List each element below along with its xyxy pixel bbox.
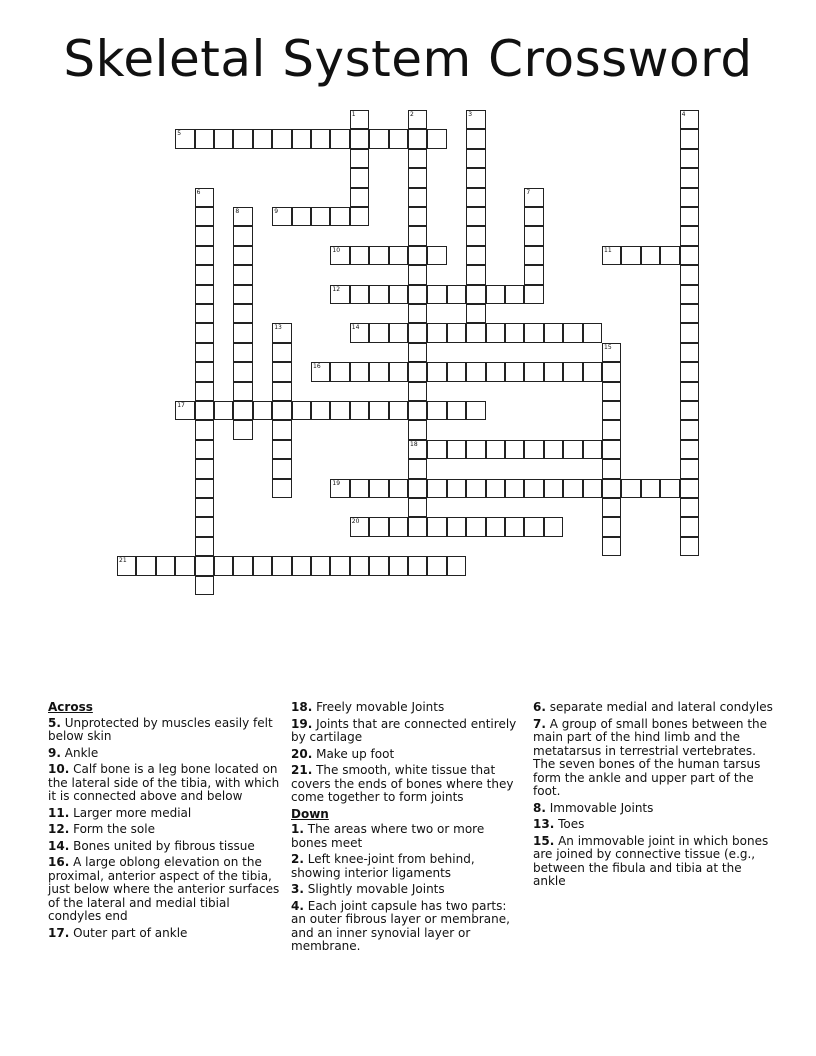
- grid-cell[interactable]: [486, 285, 505, 304]
- clue-down-1: 1. The areas where two or more bones meet: [291, 822, 485, 850]
- grid-cell[interactable]: [466, 265, 485, 284]
- grid-cell[interactable]: [272, 420, 291, 439]
- clue-number: 7: [526, 188, 531, 196]
- grid-cell[interactable]: [195, 459, 214, 478]
- grid-cell[interactable]: [427, 285, 446, 304]
- grid-cell[interactable]: [350, 207, 369, 226]
- clue-number: 3: [468, 111, 473, 118]
- grid-cell[interactable]: [602, 362, 621, 381]
- grid-cell[interactable]: [466, 479, 485, 498]
- grid-cell[interactable]: [563, 440, 582, 459]
- grid-cell[interactable]: [680, 226, 699, 245]
- grid-cell[interactable]: [680, 323, 699, 342]
- grid-cell[interactable]: [350, 556, 369, 575]
- grid-cell[interactable]: [563, 362, 582, 381]
- grid-cell[interactable]: [195, 188, 214, 207]
- grid-cell[interactable]: [350, 517, 369, 536]
- clue-across-18: 18. Freely movable Joints: [291, 700, 445, 714]
- grid-cell[interactable]: [408, 440, 427, 459]
- grid-cell[interactable]: [602, 459, 621, 478]
- grid-cell[interactable]: [350, 362, 369, 381]
- grid-cell[interactable]: [175, 129, 194, 148]
- grid-cell[interactable]: [427, 479, 446, 498]
- grid-cell[interactable]: [233, 382, 252, 401]
- grid-cell[interactable]: [427, 517, 446, 536]
- grid-cell[interactable]: [233, 285, 252, 304]
- clue-number: 4: [681, 111, 686, 118]
- grid-cell[interactable]: [408, 149, 427, 168]
- clue-number: 5: [177, 130, 182, 138]
- grid-cell[interactable]: [583, 362, 602, 381]
- grid-cell[interactable]: [641, 246, 660, 265]
- grid-cell[interactable]: [680, 517, 699, 536]
- grid-cell[interactable]: [486, 479, 505, 498]
- grid-cell[interactable]: [680, 382, 699, 401]
- clue-number: 2: [410, 111, 414, 118]
- grid-cell[interactable]: [195, 479, 214, 498]
- grid-cell[interactable]: [466, 226, 485, 245]
- grid-cell[interactable]: [408, 168, 427, 187]
- grid-cell[interactable]: [253, 129, 272, 148]
- grid-cell[interactable]: [447, 401, 466, 420]
- grid-cell[interactable]: [544, 479, 563, 498]
- grid-cell[interactable]: [369, 323, 388, 342]
- grid-cell[interactable]: [427, 440, 446, 459]
- clue-down-2: 2. Left knee-joint from behind, showing interior ligaments: [291, 852, 475, 880]
- grid-cell[interactable]: [447, 362, 466, 381]
- grid-cell[interactable]: [680, 459, 699, 478]
- grid-cell[interactable]: [195, 420, 214, 439]
- clue-number: 1: [351, 111, 356, 118]
- grid-cell[interactable]: [427, 401, 446, 420]
- grid-cell[interactable]: [117, 556, 136, 575]
- grid-cell[interactable]: [369, 129, 388, 148]
- grid-cell[interactable]: [350, 110, 369, 129]
- grid-cell[interactable]: [330, 285, 349, 304]
- clue-number: 6: [196, 188, 201, 196]
- clue-number: 10: [332, 246, 341, 254]
- grid-cell[interactable]: [680, 246, 699, 265]
- clue-across-14: 14. Bones united by fibrous tissue: [48, 838, 255, 853]
- grid-cell[interactable]: [466, 401, 485, 420]
- clue-down-7: 7. A group of small bones between the main part of the hind limb and the metatarsus in terrestrial vertebrates. The seven bones of the human tarsus form the ankle and upper part of the foot.: [533, 716, 768, 798]
- grid-cell[interactable]: [214, 401, 233, 420]
- grid-cell[interactable]: [680, 188, 699, 207]
- grid-cell[interactable]: [408, 498, 427, 517]
- grid-cell[interactable]: [408, 459, 427, 478]
- grid-cell[interactable]: [389, 401, 408, 420]
- clue-number: 17: [177, 402, 185, 409]
- grid-cell[interactable]: [621, 479, 640, 498]
- grid-cell[interactable]: [350, 401, 369, 420]
- grid-cell[interactable]: [466, 323, 485, 342]
- grid-cell[interactable]: [680, 149, 699, 168]
- grid-cell[interactable]: [233, 226, 252, 245]
- grid-cell[interactable]: [253, 401, 272, 420]
- grid-cell[interactable]: [389, 556, 408, 575]
- grid-cell[interactable]: [233, 265, 252, 284]
- grid-cell[interactable]: [447, 517, 466, 536]
- grid-cell[interactable]: [195, 246, 214, 265]
- grid-cell[interactable]: [602, 479, 621, 498]
- grid-cell[interactable]: [680, 110, 699, 129]
- grid-cell[interactable]: [195, 537, 214, 556]
- grid-cell[interactable]: [680, 440, 699, 459]
- grid-cell[interactable]: [311, 401, 330, 420]
- grid-cell[interactable]: [369, 556, 388, 575]
- grid-cell[interactable]: [680, 343, 699, 362]
- clue-number: 14: [351, 324, 360, 332]
- grid-cell[interactable]: [369, 362, 388, 381]
- grid-cell[interactable]: [466, 362, 485, 381]
- grid-cell[interactable]: [389, 323, 408, 342]
- grid-cell[interactable]: [233, 556, 252, 575]
- grid-cell[interactable]: [311, 207, 330, 226]
- clue-number: 12: [332, 285, 341, 293]
- grid-cell[interactable]: [350, 149, 369, 168]
- grid-cell[interactable]: [350, 285, 369, 304]
- grid-cell[interactable]: [233, 401, 252, 420]
- grid-cell[interactable]: [408, 285, 427, 304]
- clue-across-5: 5. Unprotected by muscles easily felt below skin: [48, 715, 273, 743]
- grid-cell[interactable]: [369, 246, 388, 265]
- clues-column-1: [48, 701, 280, 943]
- grid-cell[interactable]: [408, 246, 427, 265]
- grid-cell[interactable]: [466, 304, 485, 323]
- grid-cell[interactable]: [408, 343, 427, 362]
- clue-across-20: 20. Make up foot: [291, 746, 395, 761]
- grid-cell[interactable]: [369, 517, 388, 536]
- grid-cell[interactable]: [408, 129, 427, 148]
- grid-cell[interactable]: [195, 323, 214, 342]
- grid-cell[interactable]: [602, 246, 621, 265]
- grid-cell[interactable]: [524, 207, 543, 226]
- grid-cell[interactable]: [524, 517, 543, 536]
- grid-cell[interactable]: [195, 498, 214, 517]
- grid-cell[interactable]: [272, 440, 291, 459]
- grid-cell[interactable]: [233, 304, 252, 323]
- grid-cell[interactable]: [175, 556, 194, 575]
- grid-cell[interactable]: [408, 110, 427, 129]
- grid-cell[interactable]: [524, 188, 543, 207]
- grid-cell[interactable]: [466, 207, 485, 226]
- grid-cell[interactable]: [524, 265, 543, 284]
- grid-cell[interactable]: [602, 420, 621, 439]
- grid-cell[interactable]: [621, 246, 640, 265]
- grid-cell[interactable]: [330, 479, 349, 498]
- clue-number: 21: [119, 557, 127, 565]
- grid-cell[interactable]: [544, 440, 563, 459]
- grid-cell[interactable]: [408, 362, 427, 381]
- grid-cell[interactable]: [233, 420, 252, 439]
- clue-down-3: 3. Slightly movable Joints: [291, 882, 445, 896]
- clue-number: 11: [604, 246, 612, 254]
- grid-cell[interactable]: [233, 323, 252, 342]
- grid-cell[interactable]: [195, 517, 214, 536]
- grid-cell[interactable]: [233, 362, 252, 381]
- grid-cell[interactable]: [680, 401, 699, 420]
- grid-cell[interactable]: [272, 479, 291, 498]
- grid-cell[interactable]: [486, 440, 505, 459]
- grid-cell[interactable]: [253, 556, 272, 575]
- grid-cell[interactable]: [350, 168, 369, 187]
- clues-column-2: [291, 701, 521, 957]
- grid-cell[interactable]: [524, 226, 543, 245]
- grid-cell[interactable]: [233, 129, 252, 148]
- grid-cell[interactable]: [602, 517, 621, 536]
- clue-down-4: 4. Each joint capsule has two parts: an outer fibrous layer or membrane, and an inner synovial layer or membrane.: [291, 898, 510, 953]
- grid-cell[interactable]: [136, 556, 155, 575]
- grid-cell[interactable]: [272, 207, 291, 226]
- grid-cell[interactable]: [195, 440, 214, 459]
- grid-cell[interactable]: [505, 362, 524, 381]
- grid-cell[interactable]: [447, 440, 466, 459]
- clue-number: 20: [351, 518, 360, 526]
- grid-cell[interactable]: [583, 479, 602, 498]
- clue-number: 18: [410, 440, 418, 448]
- grid-cell[interactable]: [408, 420, 427, 439]
- grid-cell[interactable]: [505, 440, 524, 459]
- grid-cell[interactable]: [292, 207, 311, 226]
- grid-cell[interactable]: [408, 226, 427, 245]
- grid-cell[interactable]: [311, 362, 330, 381]
- grid-cell[interactable]: [292, 129, 311, 148]
- clue-across-19: 19. Joints that are connected entirely by cartilage: [291, 716, 517, 744]
- grid-cell[interactable]: [602, 401, 621, 420]
- grid-cell[interactable]: [486, 517, 505, 536]
- grid-cell[interactable]: [680, 537, 699, 556]
- grid-cell[interactable]: [408, 401, 427, 420]
- grid-cell[interactable]: [292, 556, 311, 575]
- grid-cell[interactable]: [350, 323, 369, 342]
- grid-cell[interactable]: [486, 362, 505, 381]
- grid-cell[interactable]: [602, 343, 621, 362]
- grid-cell[interactable]: [505, 285, 524, 304]
- grid-cell[interactable]: [233, 246, 252, 265]
- grid-cell[interactable]: [466, 129, 485, 148]
- grid-cell[interactable]: [447, 479, 466, 498]
- grid-cell[interactable]: [563, 323, 582, 342]
- grid-cell[interactable]: [350, 188, 369, 207]
- grid-cell[interactable]: [427, 556, 446, 575]
- grid-cell[interactable]: [583, 323, 602, 342]
- grid-cell[interactable]: [544, 362, 563, 381]
- clue-down-8: 8. Immovable Joints: [533, 800, 654, 815]
- grid-cell[interactable]: [447, 556, 466, 575]
- grid-cell[interactable]: [427, 129, 446, 148]
- grid-cell[interactable]: [389, 517, 408, 536]
- grid-cell[interactable]: [272, 129, 291, 148]
- grid-cell[interactable]: [214, 556, 233, 575]
- grid-cell[interactable]: [389, 246, 408, 265]
- down-heading: Down: [291, 806, 329, 821]
- grid-cell[interactable]: [660, 479, 679, 498]
- clue-number: 9: [274, 208, 279, 215]
- clue-across-12: 12. Form the sole: [48, 822, 155, 836]
- grid-cell[interactable]: [447, 323, 466, 342]
- grid-cell[interactable]: [175, 401, 194, 420]
- grid-cell[interactable]: [311, 556, 330, 575]
- grid-cell[interactable]: [680, 362, 699, 381]
- grid-cell[interactable]: [408, 382, 427, 401]
- clue-number: 16: [313, 363, 321, 371]
- grid-cell[interactable]: [408, 265, 427, 284]
- grid-cell[interactable]: [272, 323, 291, 342]
- grid-cell[interactable]: [330, 362, 349, 381]
- page-title: Skeletal System Crossword: [63, 30, 753, 88]
- grid-cell[interactable]: [602, 498, 621, 517]
- grid-cell[interactable]: [660, 246, 679, 265]
- clue-down-15: 15. An immovable joint in which bones are joined by connective tissue (e.g., between the fibula and tibia at the ankle: [533, 833, 769, 888]
- grid-cell[interactable]: [272, 556, 291, 575]
- grid-cell[interactable]: [408, 517, 427, 536]
- grid-cell[interactable]: [466, 110, 485, 129]
- grid-cell[interactable]: [408, 556, 427, 575]
- grid-cell[interactable]: [680, 304, 699, 323]
- grid-cell[interactable]: [408, 188, 427, 207]
- grid-cell[interactable]: [389, 362, 408, 381]
- grid-cell[interactable]: [350, 479, 369, 498]
- grid-cell[interactable]: [233, 207, 252, 226]
- grid-cell[interactable]: [641, 479, 660, 498]
- grid-cell[interactable]: [524, 323, 543, 342]
- grid-cell[interactable]: [466, 188, 485, 207]
- grid-cell[interactable]: [369, 401, 388, 420]
- grid-cell[interactable]: [350, 129, 369, 148]
- grid-cell[interactable]: [195, 401, 214, 420]
- grid-cell[interactable]: [272, 382, 291, 401]
- clue-number: 15: [604, 343, 612, 351]
- clue-down-13: 13. Toes: [533, 817, 585, 831]
- grid-cell[interactable]: [311, 129, 330, 148]
- grid-cell[interactable]: [427, 362, 446, 381]
- grid-cell[interactable]: [505, 479, 524, 498]
- grid-cell[interactable]: [680, 129, 699, 148]
- clue-across-16: 16. A large oblong elevation on the proximal, anterior aspect of the tibia, just below where the anterior surfaces of the lateral and medial tibial condyles end: [48, 855, 280, 923]
- grid-cell[interactable]: [602, 382, 621, 401]
- grid-cell[interactable]: [330, 207, 349, 226]
- clue-across-10: 10. Calf bone is a leg bone located on the lateral side of the tibia, with which it is connected above and below: [48, 762, 280, 803]
- grid-cell[interactable]: [195, 343, 214, 362]
- clue-number: 13: [274, 324, 282, 332]
- grid-cell[interactable]: [524, 440, 543, 459]
- grid-cell[interactable]: [195, 226, 214, 245]
- grid-cell[interactable]: [195, 207, 214, 226]
- grid-cell[interactable]: [389, 479, 408, 498]
- grid-cell[interactable]: [524, 285, 543, 304]
- grid-cell[interactable]: [680, 265, 699, 284]
- clue-down-6: 6. separate medial and lateral condyles: [533, 700, 773, 714]
- grid-cell[interactable]: [195, 576, 214, 595]
- clues-column-3: [533, 701, 773, 892]
- grid-cell[interactable]: [195, 382, 214, 401]
- grid-cell[interactable]: [408, 304, 427, 323]
- grid-cell[interactable]: [408, 207, 427, 226]
- grid-cell[interactable]: [680, 420, 699, 439]
- grid-cell[interactable]: [233, 343, 252, 362]
- grid-cell[interactable]: [680, 498, 699, 517]
- grid-cell[interactable]: [195, 556, 214, 575]
- grid-cell[interactable]: [680, 207, 699, 226]
- grid-cell[interactable]: [602, 440, 621, 459]
- grid-cell[interactable]: [466, 149, 485, 168]
- grid-cell[interactable]: [680, 479, 699, 498]
- grid-cell[interactable]: [408, 479, 427, 498]
- grid-cell[interactable]: [195, 285, 214, 304]
- grid-cell[interactable]: [563, 479, 582, 498]
- grid-cell[interactable]: [272, 362, 291, 381]
- clue-across-17: 17. Outer part of ankle: [48, 925, 188, 940]
- grid-cell[interactable]: [272, 459, 291, 478]
- grid-cell[interactable]: [524, 479, 543, 498]
- grid-cell[interactable]: [466, 246, 485, 265]
- grid-cell[interactable]: [195, 304, 214, 323]
- grid-cell[interactable]: [602, 537, 621, 556]
- clue-number: 19: [332, 479, 341, 487]
- grid-cell[interactable]: [330, 556, 349, 575]
- grid-cell[interactable]: [544, 517, 563, 536]
- grid-cell[interactable]: [214, 129, 233, 148]
- grid-cell[interactable]: [330, 246, 349, 265]
- grid-cell[interactable]: [195, 362, 214, 381]
- grid-cell[interactable]: [466, 168, 485, 187]
- grid-cell[interactable]: [466, 440, 485, 459]
- clue-across-21: 21. The smooth, white tissue that covers the ends of bones where they come together to form joints: [291, 763, 514, 804]
- grid-cell[interactable]: [389, 285, 408, 304]
- grid-cell[interactable]: [524, 362, 543, 381]
- grid-cell[interactable]: [350, 246, 369, 265]
- grid-cell[interactable]: [427, 323, 446, 342]
- clue-number: 8: [235, 208, 240, 215]
- grid-cell[interactable]: [680, 285, 699, 304]
- grid-cell[interactable]: [524, 246, 543, 265]
- grid-cell[interactable]: [447, 285, 466, 304]
- grid-cell[interactable]: [369, 285, 388, 304]
- grid-cell[interactable]: [583, 440, 602, 459]
- across-heading: Across: [48, 700, 93, 714]
- grid-cell[interactable]: [330, 129, 349, 148]
- grid-cell[interactable]: [195, 265, 214, 284]
- grid-cell[interactable]: [427, 246, 446, 265]
- grid-cell[interactable]: [389, 129, 408, 148]
- grid-cell[interactable]: [544, 323, 563, 342]
- grid-cell[interactable]: [272, 343, 291, 362]
- grid-cell[interactable]: [156, 556, 175, 575]
- grid-cell[interactable]: [680, 168, 699, 187]
- grid-cell[interactable]: [505, 323, 524, 342]
- grid-cell[interactable]: [272, 401, 291, 420]
- grid-cell[interactable]: [369, 479, 388, 498]
- grid-cell[interactable]: [486, 323, 505, 342]
- grid-cell[interactable]: [466, 285, 485, 304]
- grid-cell[interactable]: [408, 323, 427, 342]
- clue-across-9: 9. Ankle: [48, 745, 99, 760]
- grid-cell[interactable]: [505, 517, 524, 536]
- grid-cell[interactable]: [330, 401, 349, 420]
- grid-cell[interactable]: [466, 517, 485, 536]
- grid-cell[interactable]: [292, 401, 311, 420]
- clue-across-11: 11. Larger more medial: [48, 805, 192, 820]
- grid-cell[interactable]: [195, 129, 214, 148]
